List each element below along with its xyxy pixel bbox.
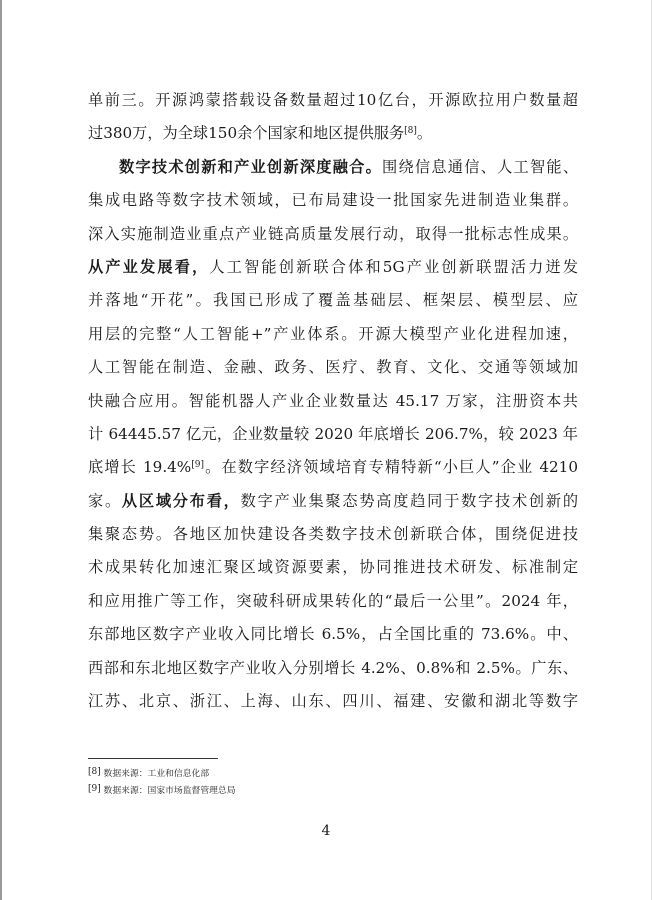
text-span: 和应用推广等工作，突破科研成果转化的“最后一公里”。2024 年， [88,591,578,610]
page-number: 4 [321,823,331,839]
footnote-9 [88,783,578,800]
text-line [88,485,578,518]
text-span: 数字产业集聚态势高度趋同于数字技术创新的 [240,491,578,510]
bold-lead: 从区域分布看， [121,491,241,510]
text-span: 。在数字经济领域培育专精特新“小巨人”企业 4210 [203,458,578,477]
text-span: 计 64445.57 亿元，企业数量较 2020 年底增长 206.7%，较 2023 年 [88,424,578,443]
bold-lead: 从产业发展看， [88,257,210,276]
footnote-mark: [8] [88,767,101,777]
text-line [88,451,578,484]
footnote-ref-8[interactable]: [8] [404,126,417,137]
text-span: 围绕信息通信、人工智能、 [382,157,578,176]
page-edge-left [0,0,2,900]
text-line [88,284,578,317]
footnote-text: 数据来源：工业和信息化部 [103,769,210,779]
footnote-8 [88,766,578,783]
text-span: 快融合应用。智能机器人产业企业数量达 45.17 万家，注册资本共 [88,391,578,410]
text-span: 。 [416,124,433,143]
text-span: 集聚态势。各地区加快建设各类数字技术创新联合体，围绕促进技 [88,525,578,544]
body-text [88,84,578,718]
text-span: 过380万，为全球150余个国家和地区提供服务 [88,124,405,143]
text-span: 东部地区数字产业收入同比增长 6.5%，占全国比重的 73.6%。中、 [88,625,578,644]
text-span: 术成果转化加速汇聚区域资源要素，协同推进技术研发、标准制定 [88,558,578,577]
text-span: 集成电路等数字技术领域，已布局建设一批国家先进制造业集群。 [88,191,578,210]
text-line [88,351,578,384]
footnote-ref-9[interactable]: [9] [191,460,204,471]
footnote-divider [88,758,218,759]
text-line [88,218,578,251]
text-line [88,618,578,651]
text-span: 家。 [88,491,122,510]
text-span: 单前三。开源鸿蒙搭载设备数量超过10亿台，开源欧拉用户数量超 [88,91,578,109]
text-line [88,251,578,284]
text-line [88,418,578,451]
text-line [88,184,578,217]
footnote-text: 数据来源：国家市场监督管理总局 [103,786,236,796]
text-span: 西部和东北地区数字产业收入分别增长 4.2%、0.8%和 2.5%。广东、 [88,658,578,677]
footnote-mark: [9] [88,784,101,794]
text-span: 并落地“开花”。我国已形成了覆盖基础层、框架层、模型层、应 [88,291,578,310]
text-line [88,318,578,351]
text-span: 江苏、北京、浙江、上海、山东、四川、福建、安徽和湖北等数字 [88,692,578,711]
text-span: 底增长 19.4% [88,458,192,477]
text-span: 人工智能创新联合体和5G产业创新联盟活力迸发 [209,257,578,276]
text-line [88,585,578,618]
text-span: 用层的完整“人工智能+”产业体系。开源大模型产业化进程加速， [88,324,578,343]
text-line [88,84,578,117]
text-line [88,518,578,551]
bold-lead: 数字技术创新和产业创新深度融合。 [119,157,382,176]
text-line [88,685,578,718]
text-line [88,551,578,584]
text-line [88,652,578,685]
text-span: 人工智能在制造、金融、政务、医疗、教育、文化、交通等领域加 [88,358,578,377]
text-span: 深入实施制造业重点产业链高质量发展行动，取得一批标志性成果。 [88,224,578,243]
text-line [88,117,578,150]
footnotes [88,766,578,800]
text-line [88,151,578,184]
text-line [88,385,578,418]
